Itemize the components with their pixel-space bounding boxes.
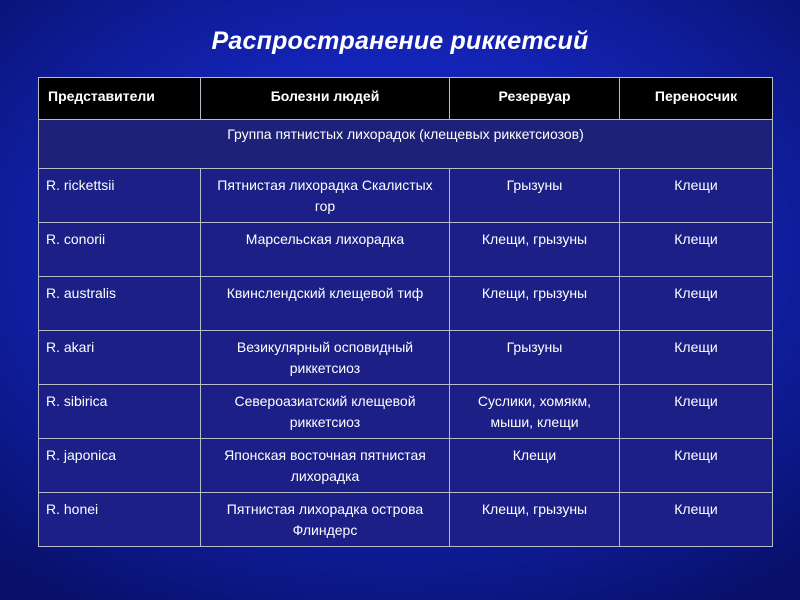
column-header-reservoir: Резервуар xyxy=(450,78,620,120)
disease-cell: Везикулярный осповидный риккетсиоз xyxy=(201,331,450,385)
rickettsia-table xyxy=(38,77,773,547)
reservoir-cell: Клещи, грызуны xyxy=(450,277,620,331)
species-cell: R. australis xyxy=(39,277,201,331)
reservoir-cell: Клещи, грызуны xyxy=(450,223,620,277)
reservoir-cell: Клещи, грызуны xyxy=(450,493,620,547)
disease-cell: Североазиатский клещевой риккетсиоз xyxy=(201,385,450,439)
table-row xyxy=(39,277,773,331)
group-row xyxy=(39,120,773,169)
disease-cell: Марсельская лихорадка xyxy=(201,223,450,277)
vector-cell: Клещи xyxy=(620,169,773,223)
species-cell: R. akari xyxy=(39,331,201,385)
disease-cell: Пятнистая лихорадка острова Флиндерс xyxy=(201,493,450,547)
column-header-vector: Переносчик xyxy=(620,78,773,120)
reservoir-cell: Грызуны xyxy=(450,169,620,223)
species-cell: R. conorii xyxy=(39,223,201,277)
vector-cell: Клещи xyxy=(620,277,773,331)
table-row xyxy=(39,223,773,277)
disease-cell: Пятнистая лихорадка Скалистых гор xyxy=(201,169,450,223)
disease-cell: Квинслендский клещевой тиф xyxy=(201,277,450,331)
vector-cell: Клещи xyxy=(620,223,773,277)
species-cell: R. japonica xyxy=(39,439,201,493)
reservoir-cell: Клещи xyxy=(450,439,620,493)
table-row xyxy=(39,385,773,439)
table-header-row xyxy=(39,78,773,120)
vector-cell: Клещи xyxy=(620,331,773,385)
species-cell: R. honei xyxy=(39,493,201,547)
table-row xyxy=(39,439,773,493)
group-label: Группа пятнистых лихорадок (клещевых риккетсиозов) xyxy=(39,120,773,169)
column-header-species: Представители xyxy=(39,78,201,120)
table-row xyxy=(39,169,773,223)
column-header-disease: Болезни людей xyxy=(201,78,450,120)
vector-cell: Клещи xyxy=(620,385,773,439)
table-row xyxy=(39,331,773,385)
reservoir-cell: Грызуны xyxy=(450,331,620,385)
reservoir-cell: Суслики, хомякм, мыши, клещи xyxy=(450,385,620,439)
disease-cell: Японская восточная пятнистая лихорадка xyxy=(201,439,450,493)
species-cell: R. rickettsii xyxy=(39,169,201,223)
vector-cell: Клещи xyxy=(620,439,773,493)
table-row xyxy=(39,493,773,547)
vector-cell: Клещи xyxy=(620,493,773,547)
species-cell: R. sibirica xyxy=(39,385,201,439)
slide-title: Распространение риккетсий xyxy=(211,27,589,55)
